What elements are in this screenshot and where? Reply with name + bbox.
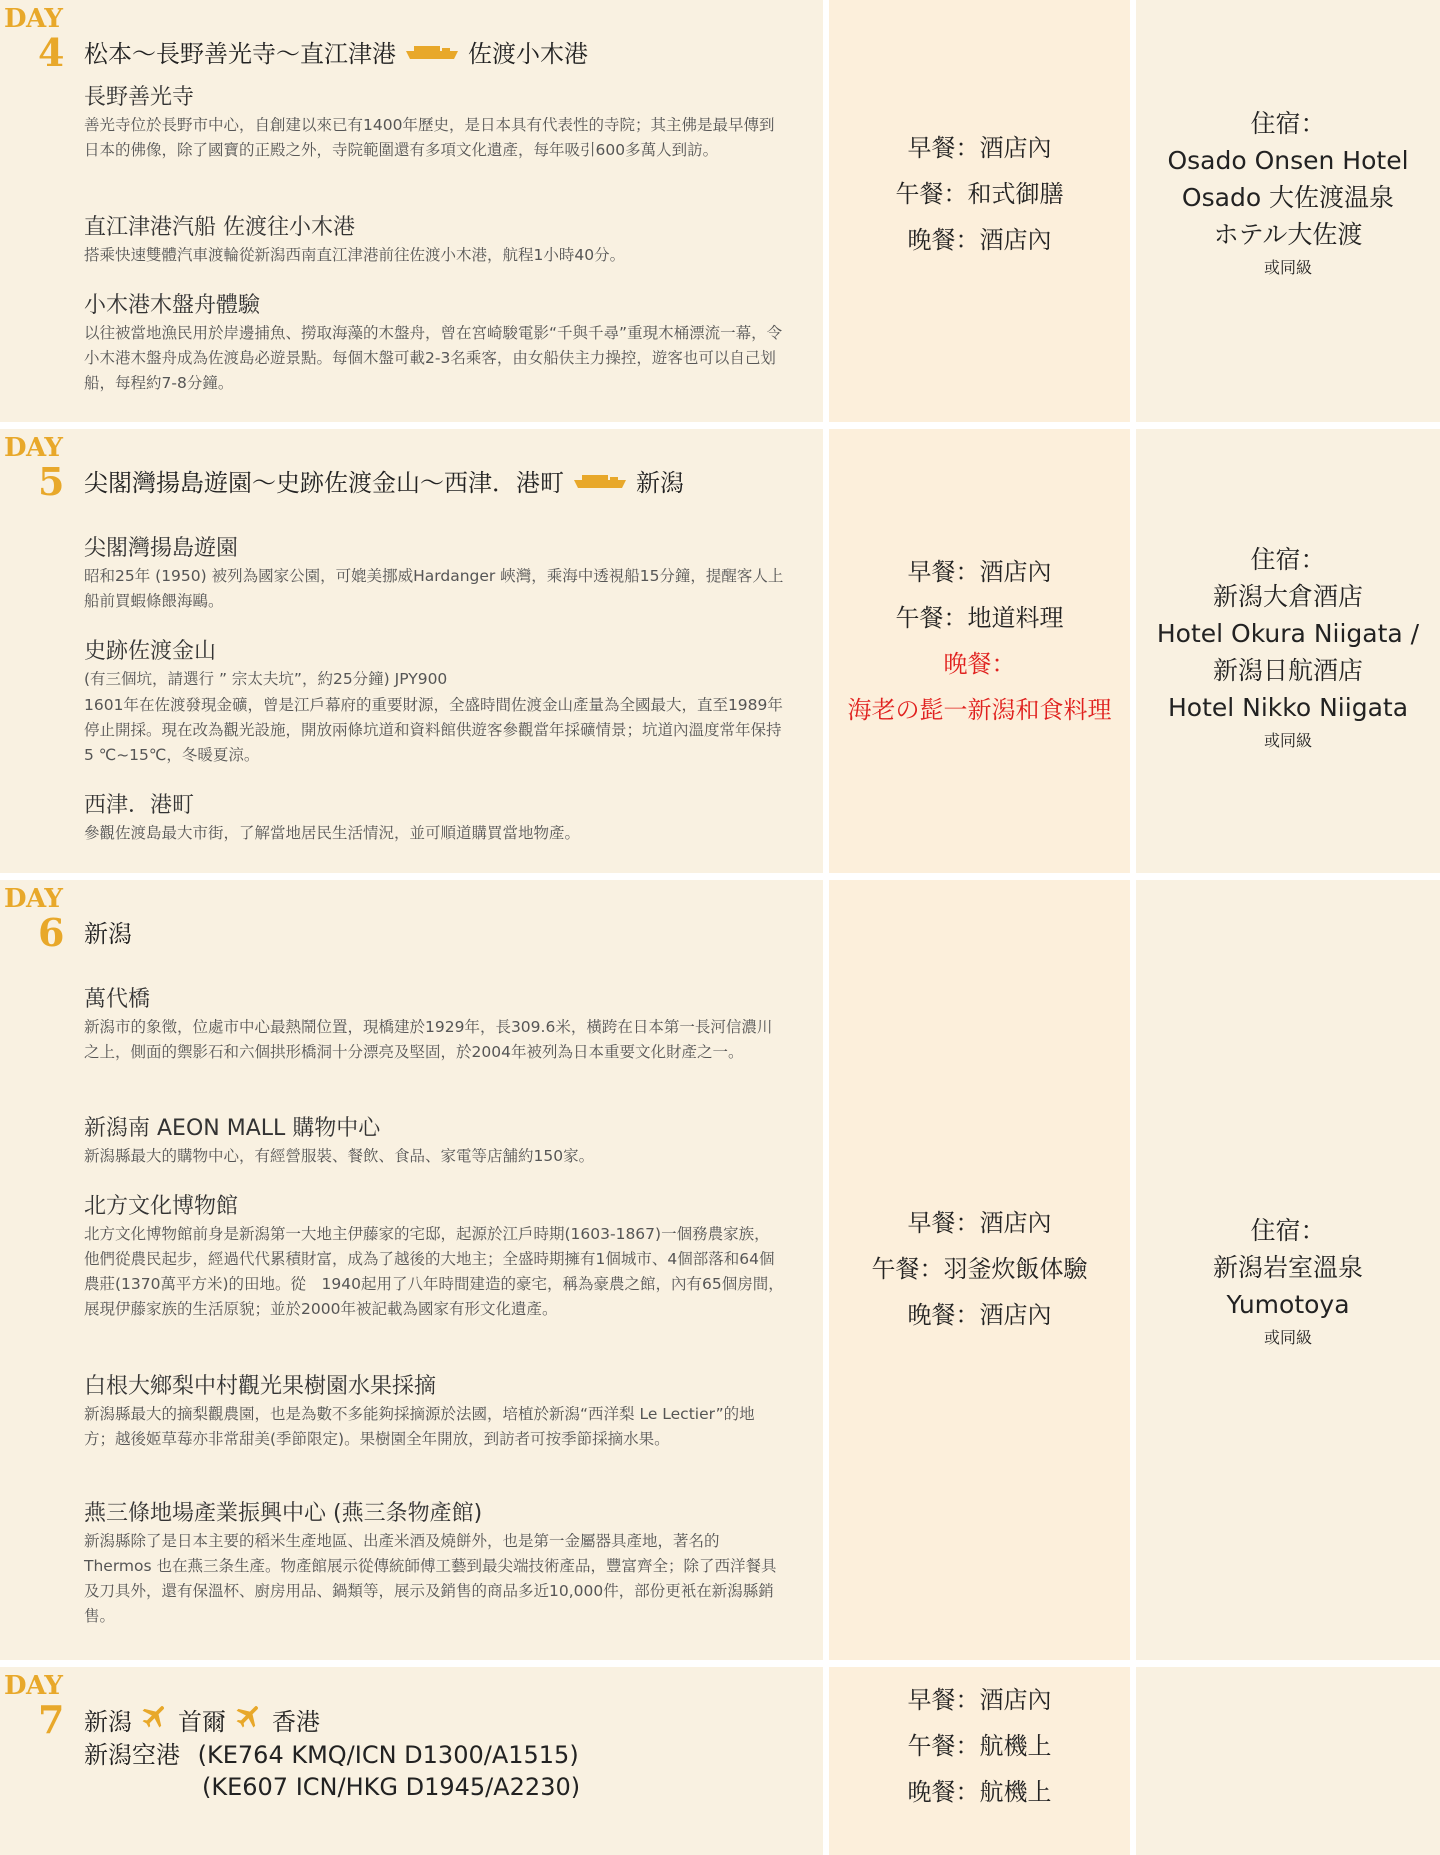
dinner: 晚餐：酒店內 [907, 226, 1052, 254]
route-segment: 新潟 [84, 1707, 132, 1736]
attraction-title: 白根大鄉梨中村觀光果樹園水果採摘 [84, 1374, 437, 1399]
hotel-name: Osado 大佐渡温泉 [1181, 183, 1395, 212]
day-route [84, 34, 588, 69]
accommodation-label: 住宿： [1250, 1216, 1326, 1245]
dinner: 海老の髭一新潟和食料理 [847, 696, 1112, 724]
attraction-section [84, 1500, 784, 1629]
attraction-section [84, 1193, 784, 1322]
attraction-section [84, 792, 784, 846]
hotel-name: 新潟岩室溫泉 [1212, 1253, 1363, 1282]
day-5-row [0, 429, 1440, 873]
ferry-icon [572, 472, 628, 490]
attraction-title: 直江津港汽船 佐渡往小木港 [84, 215, 355, 240]
attraction-description: 參觀佐渡島最大市街，了解當地居民生活情況，並可順道購買當地物產。 [84, 824, 581, 842]
day-route [84, 1701, 320, 1737]
attraction-description: 新潟縣最大的摘梨觀農園，也是為數不多能夠採摘源於法國，培植於新潟“西洋梨 Le Lectier”的地方；越後姬草莓亦非常甜美(季節限定)。果樹園全年開放，到訪者可按季節採摘水果。 [84, 1405, 755, 1448]
attraction-description: 新潟市的象徵，位處市中心最熱鬧位置，現橋建於1929年，長309.6米，橫跨在日本第一長河信濃川之上，側面的禦影石和六個拱形橋洞十分漂亮及堅固，於2004年被列為日本重要文化財產之一。 [84, 1018, 773, 1061]
day-7-accommodation [1136, 1667, 1440, 1855]
hotel-name: 新潟日航酒店 [1212, 656, 1363, 685]
flight-airport [84, 1735, 579, 1770]
lunch: 午餐：羽釜炊飯体驗 [871, 1255, 1088, 1283]
day-7-itinerary [0, 1667, 823, 1855]
airplane-icon [234, 1701, 264, 1737]
route-segment: 首爾 [178, 1707, 226, 1736]
dinner: 晚餐：酒店內 [907, 1301, 1052, 1329]
attraction-description: 1601年在佐渡發現金礦，曾是江戶幕府的重要財源，全盛時間佐渡金山產量為全國最大，直至1989年停止開採。現在改為觀光設施，開放兩條坑道和資料館供遊客參觀當年採礦情景；坑道內溫度常年保持5 ℃~15℃，冬暖夏涼。 [84, 696, 783, 764]
attraction-description: 搭乘快速雙體汽車渡輪從新潟西南直江津港前往佐渡小木港，航程1小時40分。 [84, 246, 626, 264]
day-6-itinerary [0, 880, 823, 1660]
breakfast: 早餐：酒店內 [907, 1209, 1052, 1237]
accommodation-info [1136, 105, 1440, 283]
route-segment: 香港 [272, 1707, 320, 1736]
hotel-name: Yumotoya [1226, 1290, 1350, 1319]
attraction-description: 善光寺位於長野市中心，自創建以來已有1400年歷史，是日本具有代表性的寺院；其主佛是最早傳到日本的佛像，除了國寶的正殿之外，寺院範圍還有多項文化遺產，每年吸引600多萬人到訪。 [84, 116, 775, 159]
attraction-description: 以往被當地漁民用於岸邊捕魚、撈取海藻的木盤舟，曾在宮崎駿電影“千與千尋”重現木桶漂流一幕，令小木港木盤舟成為佐渡島必遊景點。每個木盤可載2-3名乘客，由女船伕主力操控，遊客也可以自己划船，每程約7-8分鐘。 [84, 324, 783, 392]
lunch: 午餐：和式御膳 [895, 180, 1064, 208]
accommodation-label: 住宿： [1250, 545, 1326, 574]
attraction-section [84, 1373, 784, 1452]
accommodation-label: 住宿： [1250, 109, 1326, 138]
route-segment: 新潟 [636, 469, 684, 497]
attraction-title: 長野善光寺 [84, 85, 195, 110]
hotel-name: Osado Onsen Hotel [1167, 146, 1409, 175]
breakfast: 早餐：酒店內 [907, 558, 1052, 586]
accommodation-info [1136, 1212, 1440, 1353]
attraction-description: 北方文化博物館前身是新潟第一大地主伊藤家的宅邸，起源於江戶時期(1603-1867)一個務農家族，他們從農民起步，經過代代累積財富，成為了越後的大地主；全盛時期擁有1個城市、4個部落和64個農莊(1370萬平方米)的田地。從 1940起用了八年時間建造的豪宅，稱為豪農之館，內有65個房間，展現伊藤家族的生活原貌；並於2000年被記載為國家有形文化遺產。 [84, 1225, 784, 1318]
day-label: DAY [4, 1671, 63, 1701]
flight-info: (KE764 KMQ/ICN D1300/A1515) [197, 1741, 579, 1769]
attraction-section [84, 535, 784, 614]
day-6-accommodation [1136, 880, 1440, 1660]
hotel-name: Hotel Nikko Niigata [1167, 693, 1409, 722]
attraction-title: 小木港木盤舟體驗 [84, 293, 261, 318]
ferry-icon [404, 43, 460, 61]
attraction-description: 新潟縣除了是日本主要的稻米生產地區、出產米酒及燒餅外，也是第一金屬器具產地，著名的Thermos 也在燕三条生產。物產館展示從傳統師傅工藝到最尖端技術產品，豐富齊全；除了西洋餐具及刀具外，還有保溫杯、廚房用品、鍋類等，展示及銷售的商品多近10,000件，部份更衹在新潟縣銷售。 [84, 1532, 777, 1625]
day-5-itinerary [0, 429, 823, 873]
route-segment: 松本～長野善光寺～直江津港 [84, 40, 396, 68]
hotel-name: ホテル大佐渡 [1213, 220, 1363, 249]
accommodation-note: 或同級 [1263, 1328, 1312, 1347]
day-7-row [0, 1667, 1440, 1855]
day-route [84, 914, 132, 949]
attraction-section [84, 214, 784, 268]
route-segment: 佐渡小木港 [468, 40, 588, 68]
day-5-meals [829, 429, 1130, 873]
attraction-description: 昭和25年 (1950) 被列為國家公園，可媲美挪威Hardanger 峽灣，乘海中透視船15分鐘，提醒客人上船前買蝦條餵海鷗。 [84, 567, 784, 610]
day-label: DAY [4, 884, 63, 914]
day-4-itinerary [0, 0, 823, 422]
dinner: 晚餐：航機上 [907, 1778, 1052, 1806]
day-label: DAY [4, 433, 63, 463]
attraction-section [84, 638, 784, 768]
day-label: DAY [4, 4, 63, 34]
airport-name: 新潟空港 [84, 1741, 180, 1769]
day-7-meals [829, 1667, 1130, 1855]
attraction-description: 新潟縣最大的購物中心，有經營服裝、餐飲、食品、家電等店舗約150家。 [84, 1147, 595, 1165]
accommodation-info [1136, 541, 1440, 756]
day-route [84, 463, 684, 498]
hotel-name: Hotel Okura Niigata / [1156, 619, 1420, 648]
airplane-icon [140, 1701, 170, 1737]
dinner-label: 晚餐： [943, 650, 1016, 678]
day-4-accommodation [1136, 0, 1440, 422]
attraction-title: 史跡佐渡金山 [84, 639, 217, 664]
attraction-section [84, 986, 784, 1065]
accommodation-note: 或同級 [1263, 731, 1312, 750]
hotel-name: 新潟大倉酒店 [1212, 582, 1363, 611]
route-segment: 新潟 [84, 920, 132, 948]
day-number: 6 [38, 910, 65, 955]
day-5-accommodation [1136, 429, 1440, 873]
attraction-section [84, 292, 784, 396]
attraction-title: 尖閣灣揚島遊園 [84, 536, 239, 561]
flight-info: (KE607 ICN/HKG D1945/A2230) [202, 1773, 581, 1801]
day-6-meals [829, 880, 1130, 1660]
day-4-meals [829, 0, 1130, 422]
day-4-row [0, 0, 1440, 422]
attraction-title: 萬代橋 [84, 987, 151, 1012]
day-number: 4 [38, 30, 65, 75]
route-segment: 尖閣灣揚島遊園～史跡佐渡金山～西津．港町 [84, 469, 564, 497]
breakfast: 早餐：酒店內 [907, 1686, 1052, 1714]
attraction-section [84, 1115, 784, 1169]
attraction-title: 北方文化博物館 [84, 1194, 239, 1219]
lunch: 午餐：地道料理 [895, 604, 1064, 632]
attraction-title: 西津．港町 [84, 793, 195, 818]
attraction-title: 燕三條地場產業振興中心 (燕三条物產館) [84, 1501, 483, 1526]
attraction-note: (有三個坑，請選行 ” 宗太夫坑”，約25分鐘) JPY900 [84, 670, 448, 688]
attraction-section [84, 84, 784, 163]
day-number: 7 [38, 1697, 65, 1742]
attraction-title: 新潟南 AEON MALL 購物中心 [84, 1116, 381, 1141]
accommodation-note: 或同級 [1263, 258, 1312, 277]
breakfast: 早餐：酒店內 [907, 134, 1052, 162]
day-number: 5 [38, 459, 65, 504]
lunch: 午餐：航機上 [907, 1732, 1052, 1760]
day-6-row [0, 880, 1440, 1660]
